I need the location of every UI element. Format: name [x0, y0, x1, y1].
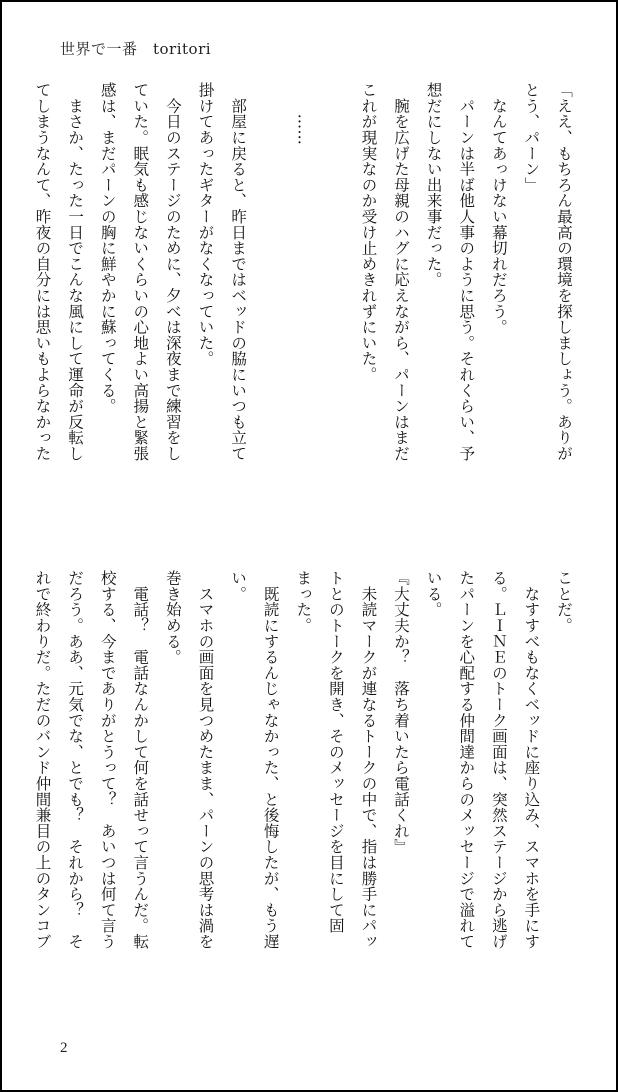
text-line: 腕を広げた母親のハグに応えながら、パーンはまだ [392, 82, 411, 462]
text-line: 未読マークが連なるトークの中で、指は勝手にパッ [359, 570, 378, 950]
text-line: 電話？ 電話なんかして何を話せって言うんだ。転 [131, 570, 150, 950]
text-line: 既読にするんじゃなかった、と後悔したが、もう遅 [261, 570, 280, 950]
text-line: パーンは半ば他人事のように思う。それくらい、予 [457, 82, 476, 462]
text-line: これが現実なのか受け止めきれずにいた。 [359, 82, 378, 383]
text-line: なんてあっけない幕切れだろう。 [489, 82, 508, 335]
text-line: る。ＬＩＮＥのトーク画面は、突然ステージから逃げ [489, 570, 508, 950]
text-line: スマホの画面を見つめたまま、パーンの思考は渦を [196, 570, 215, 950]
text-line: とう、パーン」 [522, 82, 541, 193]
text-line: まった。 [294, 570, 313, 634]
text-line: トとのトークを開き、そのメッセージを目にして固 [326, 570, 345, 934]
blank-line [319, 82, 352, 530]
text-line: 掛けてあったギターがなくなっていた。 [196, 82, 215, 367]
text-line: 巻き始める。 [163, 570, 182, 665]
scene-break: …… [294, 82, 313, 146]
text-line: なすすべもなくベッドに座り込み、スマホを手にす [522, 570, 541, 950]
text-line: ことだ。 [555, 570, 573, 634]
text-line: たパーンを心配する仲間達からのメッセージで溢れて [457, 570, 476, 950]
text-line: 想だにしない出来事だった。 [424, 82, 443, 288]
text-line: 感は、まだパーンの胸に鮮やかに蘇ってくる。 [98, 82, 117, 414]
text-line: れで終わりだ。ただのバンド仲間兼目の上のタンコブ [33, 570, 52, 950]
text-line: ていた。眠気も感じないくらいの心地よい高揚と緊張 [131, 82, 150, 462]
text-line: いる。 [424, 570, 443, 618]
text-line: だろう。ああ、元気でな、とでも？ それから？ そ [66, 570, 85, 950]
text-column-bottom [33, 570, 580, 1018]
text-line: 『大丈夫か？ 落ち着いたら電話くれ』 [392, 570, 411, 855]
text-line: 部屋に戻ると、昨日まではベッドの脇にいつも立て [229, 82, 248, 462]
text-column-top [33, 82, 580, 530]
text-line: い。 [229, 570, 248, 602]
text-line: 「ええ、もちろん最高の環境を探しましょう。ありが [555, 82, 573, 462]
page-number: 2 [60, 1040, 68, 1056]
text-line: てしまうなんて、昨夜の自分には思いもよらなかった [33, 82, 52, 462]
text-line: 校する、今までありがとうって？ あいつは何て言う [98, 570, 117, 950]
blank-line [254, 82, 287, 530]
text-line: 今日のステージのために、夕べは深夜まで練習をし [163, 82, 182, 462]
text-line: まさか、たった一日でこんな風にして運命が反転し [66, 82, 85, 462]
running-title: 世界で一番 toritori [60, 40, 212, 58]
